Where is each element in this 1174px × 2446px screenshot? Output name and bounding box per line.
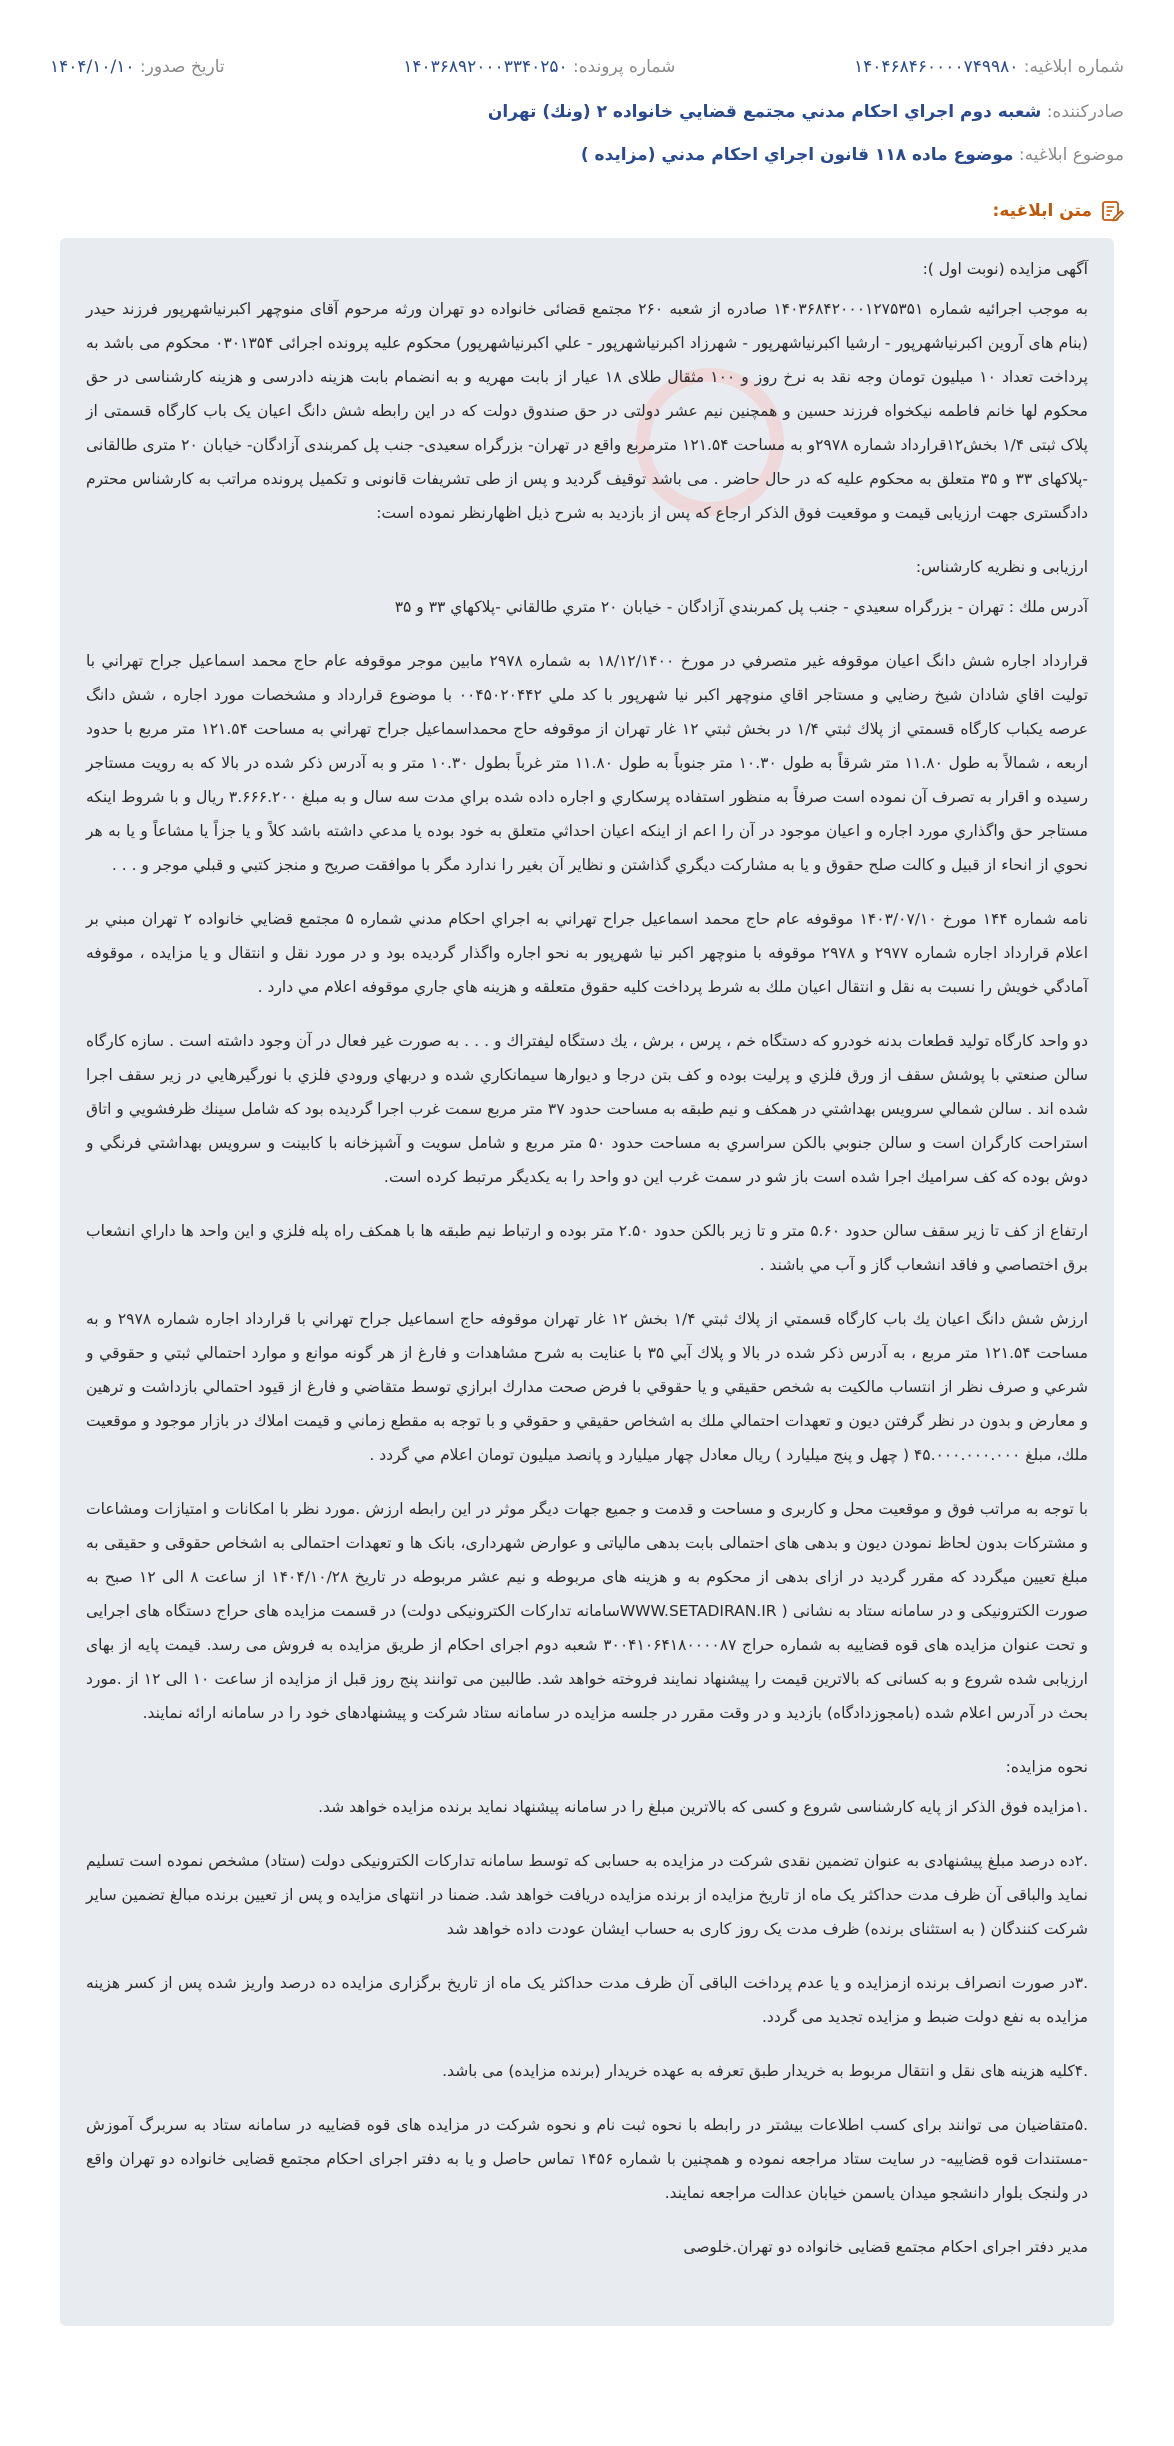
case-number-value: ۱۴۰۳۶۸۹۲۰۰۰۳۳۴۰۲۵۰ <box>403 57 568 77</box>
procedure-item-5: .۵متقاضیان می توانند برای کسب اطلاعات بیشتر در رابطه با نحوه ثبت نام و نحوه شرکت در مزایده های قوه قضاییه در سامانه ستاد به سربرگ آموزش -مستندات قوه قضاییه- در سایت ستاد مراجعه نموده و همچنین با شماره ۱۴۵۶ تماس حاصل و یا به دفتر اجرای احکام مجتمع قضایی خانواده دو تهران واقع در ولنجک بلوار دانشجو میدان یاسمن خیابان عدالت مراجعه نمایند. <box>86 2116 1088 2202</box>
issue-date <box>50 52 225 82</box>
property-address: آدرس ملك : تهران - بزرگراه سعيدي - جنب پل كمربندي آزادگان - خيابان ۲۰ متري طالقاني -پلاكهاي ۳۳ و ۳۵ <box>394 598 1088 616</box>
subject-label: موضوع ابلاغیه: <box>1018 145 1124 165</box>
notice-text-title: متن ابلاغیه: <box>992 201 1092 221</box>
notice-meta-row <box>50 52 1124 82</box>
issuer-value: شعبه دوم اجراي احكام مدني مجتمع قضايي خانواده ٢ (ونك) تهران <box>487 102 1042 122</box>
expert-opinion-heading: ارزیابی و نظریه کارشناس: <box>915 558 1088 576</box>
subject-value: موضوع ماده ۱۱۸ قانون اجراي احكام مدني (مزايده ) <box>580 145 1014 165</box>
signature-line: مدیر دفتر اجرای احکام مجتمع قضایی خانواده دو تهران.خلوصی <box>683 2238 1088 2256</box>
notice-number <box>854 52 1124 82</box>
notice-text-header <box>993 196 1124 226</box>
procedure-item-3: .۳در صورت انصراف برنده ازمزایده و یا عدم پرداخت الباقی آن ظرف مدت حداکثر یک ماه از تاریخ برگزاری مزایده ده درصد واریز شده پس از کسر هزینه مزایده به نفع دولت ضبط و مزایده تجدید می گردد. <box>86 1974 1088 2026</box>
issuer-row <box>488 97 1124 127</box>
procedure-item-4: .۴کلیه هزینه های نقل و انتقال مربوط به خریدار طبق تعرفه به عهده خریدار (برنده مزایده) می باشد. <box>442 2062 1088 2080</box>
procedure-item-2: .۲ده درصد مبلغ پیشنهادی به عنوان تضمین نقدی شرکت در مزایده به حسابی که توسط سامانه تدارکات الکترونیکی دولت (ستاد) مشخص نموده است تسلیم نماید والباقی آن ظرف مدت حداکثر یک ماه از تاریخ مزایده از برنده مزایده دریافت خواهد شد. ضمنا در انتهای مزایده و پس از تعیین برنده مبالغ تضمین سایر شرکت کنندگان ( به استثنای برنده) ظرف مدت یک روز کاری به حساب ایشان عودت داده خواهد شد <box>86 1852 1088 1938</box>
subject-row <box>581 140 1124 170</box>
issue-date-label: تاریخ صدور: <box>139 57 225 77</box>
issuer-label: صادرکننده: <box>1046 102 1124 122</box>
workshop-description-paragraph: دو واحد كارگاه توليد قطعات بدنه خودرو كه دستگاه خم ، پرس ، برش ، يك دستگاه ليفتراك و . . . به صورت غير فعال در آن وجود داشته است . سازه كارگاه سالن صنعتي با پوشش سقف از ورق فلزي و پرليت بوده و كف بتن درجا و ديوارها سيمانكاري شده و دربهاي ورودي فلزي با نورگيرهايي در زير سقف اجرا شده اند . سالن شمالي سرويس بهداشتي در همكف و نيم طبقه به مساحت حدود ۳۷ متر مربع سمت غرب اجرا گرديده بود كه شامل سينك ظرفشويي و اتاق استراحت كارگران است و سالن جنوبي بالكن سراسري به مساحت حدود ۵۰ متر مربع و شامل سويت و آشپزخانه با كابينت و سرويس بهداشتي فرنگي و دوش بوده كه كف سراميك اجرا شده است باز شو در سمت غرب اين دو واحد را به يكديگر مرتبط كرده است. <box>86 1032 1088 1186</box>
notice-text-body <box>60 238 1114 2326</box>
procedure-item-1: .۱مزایده فوق الذکر از پایه کارشناسی شروع و کسی که بالاترین مبلغ را در سامانه پیشنهاد نماید برنده مزایده خواهد شد. <box>318 1798 1088 1816</box>
case-number-label: شماره پرونده: <box>573 57 676 77</box>
auction-heading: آگهی مزایده (نوبت اول ): <box>922 260 1088 278</box>
document-edit-icon <box>1100 199 1124 223</box>
valuation-paragraph: ارزش شش دانگ اعيان يك باب كارگاه قسمتي از پلاك ثبتي ۱/۴ بخش ۱۲ غار تهران موقوفه حاج اسماعيل جراح تهراني با قرارداد اجاره شماره ۲۹۷۸ و به مساحت ۱۲۱.۵۴ متر مربع ، به آدرس ذكر شده در بالا و پلاك آبي ۳۵ با عنايت به شرح مشاهدات و فارغ از هر گونه موانع و موارد احتمالي ثبتي و حقوقي و شرعي و صرف نظر از انتساب مالكيت به شخص حقيقي و يا حقوقي با فرض صحت مدارك ابرازي توسط متقاضي و فارغ از قيود احتمالي بازداشت و ترهين و معارض و بدون در نظر گرفتن ديون و تعهدات احتمالي ملك به اشخاص حقيقي و حقوقي و با توجه به مقطع زماني و قيمت املاك در بازار موجود و موقعيت ملك، مبلغ ۴۵.۰۰۰.۰۰۰.۰۰۰ ( چهل و پنج ميليارد ) ريال معادل چهار ميليارد و پانصد ميليون تومان اعلام مي گردد . <box>86 1310 1088 1464</box>
endowment-letter-paragraph: نامه شماره ۱۴۴ مورخ ۱۴۰۳/۰۷/۱۰ موقوفه عام حاج محمد اسماعيل جراح تهراني به اجراي احكام مدني شماره ۵ مجتمع قضايي خانواده ۲ تهران مبني بر اعلام قرارداد اجاره شماره ۲۹۷۷ و ۲۹۷۸ موقوفه با منوچهر اكبر نيا شهرپور به نحو اجاره واگذار گرديده بود و در مورد نقل و انتقال و يا مزايده ، موقوفه آمادگي خويش را نسبت به نقل و انتقال اعيان ملك به شرط پرداخت كليه حقوق متعلقه و هزينه هاي جاري موقوفه اعلام مي دارد . <box>86 910 1089 996</box>
auction-terms-paragraph: با توجه به مراتب فوق و موقعیت محل و کاربری و مساحت و قدمت و جمیع جهات دیگر موثر در این رابطه ارزش .مورد نظر با امکانات و امتیازات ومشاعات و مشترکات بدون لحاظ نمودن دیون و بدهی های احتمالی بابت بدهی مالیاتی و عوارض شهرداری، بانک ها و تعهدات احتمالی به اشخاص حقوقی و حقیقی به مبلغ تعیین میگردد که مقرر گردید در ازای بدهی از محکوم به و هزینه های مربوطه و نیم عشر مربوطه در تاریخ ۱۴۰۴/۱۰/۲۸ از ساعت ۸ الی ۱۲ صبح به صورت الکترونیکی و در سامانه ستاد به نشانی ( WWW.SETADIRAN.IRسامانه تدارکات الکترونیکی دولت) در قسمت مزایده های حراج دستگاه های اجرایی و تحت عنوان مزایده های قوه قضاییه به شماره حراج ۳۰۰۴۱۰۶۴۱۸۰۰۰۰۸۷ شعبه دوم اجرای احکام از طریق مزایده به فروش می رسد. قیمت پایه از بهای ارزیابی شده شروع و به کسانی که بالاترین قیمت را پیشنهاد نمایند فروخته خواهد شد. طالبین می توانند پنج روز قبل از مزایده از ساعت ۱۰ الی ۱۲ از .مورد بحث در آدرس اعلام شده (بامجوزدادگاه) بازدید و در وقت مقرر در جلسه مزایده در سامانه ستاد شرکت و پیشنهادهای خود را در سامانه ارائه نمایند. <box>86 1500 1089 1722</box>
notice-number-label: شماره ابلاغیه: <box>1023 57 1124 77</box>
height-utilities-paragraph: ارتفاع از كف تا زير سقف سالن حدود ۵.۶۰ متر و تا زير بالكن حدود ۲.۵۰ متر بوده و ارتباط نيم طبقه ها با همكف راه پله فلزي و اين واحد ها داراي انشعاب برق اختصاصي و فاقد انشعاب گاز و آب مي باشند . <box>86 1222 1088 1274</box>
case-number <box>403 52 675 82</box>
lease-contract-paragraph: قرارداد اجاره شش دانگ اعيان موقوفه غير متصرفي در مورخ ۱۸/۱۲/۱۴۰۰ به شماره ۲۹۷۸ مابين موجر موقوفه عام حاج محمد اسماعيل جراح تهراني با توليت اقاي شادان شيخ رضايي و مستاجر اقاي منوچهر اكبر نيا شهرپور با كد ملي ۰۰۴۵۰۲۰۴۴۲ با موضوع قرارداد و مشخصات مورد اجاره ، شش دانگ عرصه يكباب كارگاه قسمتي از پلاك ثبتي ۱/۴ در بخش ثبتي ۱۲ غار تهران از موقوفه حاج محمداسماعيل جراح تهراني به مساحت ۱۲۱.۵۴ متر مربع با حدود اربعه ، شمالاً به طول ۱۱.۸۰ متر شرقاً به طول ۱۰.۳۰ متر جنوباً به طول ۱۱.۸۰ متر غرباً بطول ۱۰.۳۰ متر و به آدرس ذكر شده در بالا كه به رويت مستاجر رسيده و اقرار به تصرف آن نموده است صرفاً به منظور استفاده پرسكاري و اجاره داده شده براي مدت سه سال و به مبلغ ۳.۶۶۶.۲۰۰ ريال و با شروط اينكه مستاجر حق واگذاري مورد اجاره و اعيان موجود در آن را اعم از اينكه اعيان احداثي متعلق به خود بوده يا مدعي داشته باشد كلاً و يا جزاً يا مشاعاً و يا به هر نحوي از انحاء از قبيل و كالت صلح حقوق و يا به مشاركت ديگري گذاشتن و نظاير آن بغير را ندارد مگر با موافقت صريح و منجز كتبي و قبلي موجر و . . . <box>86 652 1089 874</box>
issue-date-value: ۱۴۰۴/۱۰/۱۰ <box>50 57 135 77</box>
auction-procedure-heading: نحوه مزایده: <box>1005 1758 1088 1776</box>
execution-paragraph: به موجب اجرائیه شماره ۱۴۰۳۶۸۴۲۰۰۰۱۲۷۵۳۵۱ صادره از شعبه ۲۶۰ مجتمع قضائی خانواده دو تهران ورثه مرحوم آقای منوچهر اکبرنیاشهرپور فرزند حیدر (بنام های آروین اکبرنیاشهرپور - ارشیا اکبرنیاشهرپور - شهرزاد اکبرنیاشهرپور - علي اكبرنياشهرپور) محکوم علیه پرونده اجرائی ۰۳۰۱۳۵۴ محکوم می باشد به پرداخت تعداد ۱۰ میلیون تومان وجه نقد به نرخ روز و ۱۰۰ مثقال طلای ۱۸ عیار از بابت مهریه و به انضمام بابت هزینه دادرسی و هزینه کارشناسی در حق محکوم لها خانم فاطمه نیکخواه فرزند حسین و همچنین نیم عشر دولتی در حق صندوق دولت که در این رابطه شش دانگ اعیان یک باب کارگاه قسمتی از پلاک ثبتی ۱/۴ بخش۱۲قرارداد شماره ۲۹۷۸و به مساحت ۱۲۱.۵۴ مترمربع واقع در تهران- بزرگراه سعیدی- جنب پل کمربندی آزادگان- خیابان ۲۰ متری طالقانی -پلاکهای ۳۳ و ۳۵ متعلق به محکوم علیه که در حال حاضر . می باشد توقیف گردید و پس از طی تشریفات قانونی و تکمیل پرونده مراتب به کارشناس محترم دادگستری جهت ارزیابی قیمت و موقعیت فوق الذکر ارجاع که پس از بازدید به شرح ذیل اظهارنظر نموده است: <box>86 300 1088 522</box>
notice-number-value: ۱۴۰۴۶۸۴۶۰۰۰۰۷۴۹۹۸۰ <box>854 57 1019 77</box>
